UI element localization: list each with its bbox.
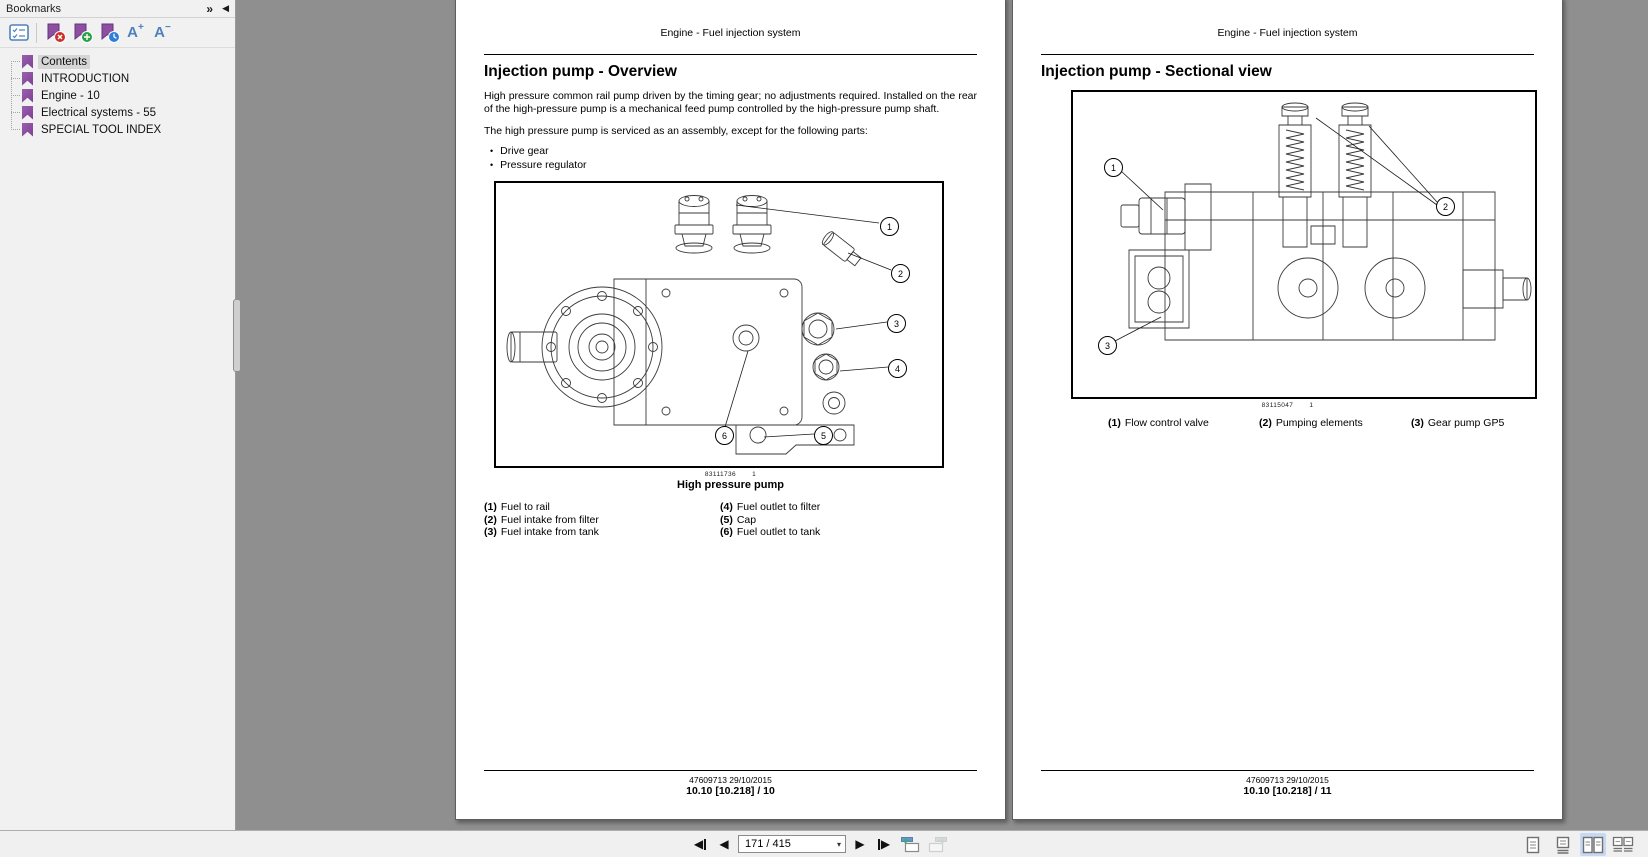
figure-sectional-view xyxy=(1071,90,1537,399)
two-page-view-button[interactable] xyxy=(1580,833,1606,856)
legend-item: (2) Pumping elements xyxy=(1259,417,1363,429)
continuous-scroll-icon xyxy=(1555,836,1571,854)
delete-bookmark-icon xyxy=(44,23,66,43)
next-view-button[interactable] xyxy=(926,834,950,855)
collapse-panel-icon[interactable]: ◀ xyxy=(222,3,229,13)
bookmark-item-electrical-systems[interactable]: Electrical systems - 55 xyxy=(0,104,235,121)
bookmark-icon xyxy=(22,55,33,69)
callout-6: 6 xyxy=(715,426,734,445)
text-larger-icon: A + xyxy=(127,22,144,41)
bullet-list xyxy=(484,144,977,172)
running-header: Engine - Fuel injection system xyxy=(660,27,801,39)
bookmarks-panel xyxy=(0,0,236,830)
page-footer xyxy=(1041,770,1534,797)
chevron-down-icon[interactable]: ▾ xyxy=(836,839,841,849)
sectional-line-drawing xyxy=(1073,92,1535,397)
legend-item: (4) Fuel outlet to filter xyxy=(720,501,821,513)
panel-splitter-handle[interactable] xyxy=(233,299,241,372)
callout-5: 5 xyxy=(814,426,833,445)
previous-page-button[interactable] xyxy=(714,834,734,854)
status-toolbar xyxy=(0,830,1648,857)
footer-doc-number: 47609713 29/10/2015 xyxy=(1246,775,1329,785)
figure-caption: High pressure pump xyxy=(677,479,784,491)
bookmarks-toolbar xyxy=(0,18,235,48)
toolbar-separator xyxy=(36,23,37,43)
header-rule xyxy=(1041,54,1534,55)
figure-high-pressure-pump xyxy=(494,181,944,468)
callout-1: 1 xyxy=(880,217,899,236)
previous-view-button[interactable] xyxy=(898,834,922,855)
footer-rule xyxy=(1041,770,1534,771)
first-page-button[interactable] xyxy=(690,834,710,854)
continuous-scroll-view-button[interactable] xyxy=(1550,833,1576,856)
footer-page-number: 10.10 [10.218] / 10 xyxy=(686,785,775,797)
callout-3: 3 xyxy=(1098,336,1117,355)
bookmark-options-button[interactable] xyxy=(5,20,32,45)
new-bookmark-button[interactable] xyxy=(68,20,95,45)
page-layout-group xyxy=(1520,833,1636,856)
delete-bookmark-button[interactable] xyxy=(41,20,68,45)
callout-1: 1 xyxy=(1104,158,1123,177)
last-page-icon: ▶ xyxy=(880,837,891,851)
first-page-icon: ◀ xyxy=(693,837,704,851)
increase-text-size-button[interactable] xyxy=(122,20,149,45)
next-page-icon: ▶ xyxy=(855,837,865,851)
footer-doc-number: 47609713 29/10/2015 xyxy=(689,775,772,785)
options-checklist-icon xyxy=(9,24,29,41)
legend-item: (3) Fuel intake from tank xyxy=(484,526,599,538)
header-rule xyxy=(484,54,977,55)
callout-4: 4 xyxy=(888,359,907,378)
bullet-item: • Drive gear xyxy=(490,145,549,157)
figure-legend xyxy=(484,501,977,539)
page-footer xyxy=(484,770,977,797)
locate-bookmark-button[interactable] xyxy=(95,20,122,45)
bookmarks-panel-title: Bookmarks xyxy=(6,2,62,15)
two-page-view-icon xyxy=(1582,836,1604,854)
two-page-scroll-view-button[interactable] xyxy=(1610,833,1636,856)
bookmark-icon xyxy=(22,123,33,137)
bookmark-icon xyxy=(22,89,33,103)
single-page-icon xyxy=(1525,836,1541,854)
bookmark-item-contents[interactable]: Contents xyxy=(0,53,235,70)
body-paragraph: The high pressure pump is serviced as an assembly, except for the following parts: xyxy=(484,125,868,137)
section-title: Injection pump - Overview xyxy=(484,63,677,80)
legend-item: (5) Cap xyxy=(720,513,757,526)
callout-3: 3 xyxy=(887,314,906,333)
legend-item: (1) Fuel to rail xyxy=(484,501,550,513)
document-page-right xyxy=(1012,0,1563,820)
text-smaller-icon: A − xyxy=(154,22,171,41)
figure-legend xyxy=(1041,417,1534,433)
pump-line-drawing xyxy=(496,183,942,466)
previous-page-icon: ◀ xyxy=(719,837,729,851)
section-title: Injection pump - Sectional view xyxy=(1041,63,1272,80)
document-page-left xyxy=(455,0,1006,820)
single-page-view-button[interactable] xyxy=(1520,833,1546,856)
callout-2: 2 xyxy=(1436,197,1455,216)
expand-panel-icon[interactable]: » xyxy=(206,1,212,16)
bookmarks-tree xyxy=(0,48,235,138)
bookmark-icon xyxy=(22,72,33,86)
legend-item: (1) Flow control valve xyxy=(1108,417,1209,429)
two-page-scroll-icon xyxy=(1612,836,1634,854)
footer-page-number: 10.10 [10.218] / 11 xyxy=(1243,785,1332,797)
panel-window-buttons xyxy=(206,3,229,15)
previous-view-icon xyxy=(900,836,920,853)
figure-reference-number: 83111736 1 xyxy=(704,471,757,478)
callout-2: 2 xyxy=(891,264,910,283)
bullet-item: • Pressure regulator xyxy=(490,159,587,171)
bookmark-icon xyxy=(22,106,33,120)
page-number-input[interactable] xyxy=(739,838,827,850)
figure-reference-number: 83115047 1 xyxy=(1261,402,1314,409)
page-number-combobox[interactable] xyxy=(738,835,846,853)
next-view-icon xyxy=(928,836,948,853)
bookmark-item-special-tool-index[interactable]: SPECIAL TOOL INDEX xyxy=(0,121,235,138)
bookmark-item-introduction[interactable]: INTRODUCTION xyxy=(0,70,235,87)
legend-item: (2) Fuel intake from filter xyxy=(484,513,599,526)
legend-item: (6) Fuel outlet to tank xyxy=(720,526,821,538)
page-navigation-group xyxy=(690,831,950,857)
new-bookmark-icon xyxy=(71,23,93,43)
decrease-text-size-button[interactable] xyxy=(149,20,176,45)
bookmarks-panel-header xyxy=(0,0,235,18)
next-page-button[interactable] xyxy=(850,834,870,854)
legend-item: (3) Gear pump GP5 xyxy=(1411,417,1505,429)
footer-rule xyxy=(484,770,977,771)
last-page-button[interactable] xyxy=(874,834,894,854)
bookmark-item-engine[interactable]: Engine - 10 xyxy=(0,87,235,104)
body-paragraph: High pressure common rail pump driven by the timing gear; no adjustments required. Installed on the rear of the high-pressure pump is a mechanical feed pump controlled by the high-pressure pump shaft. xyxy=(484,90,977,115)
locate-bookmark-icon xyxy=(98,23,120,43)
running-header: Engine - Fuel injection system xyxy=(1217,27,1358,39)
